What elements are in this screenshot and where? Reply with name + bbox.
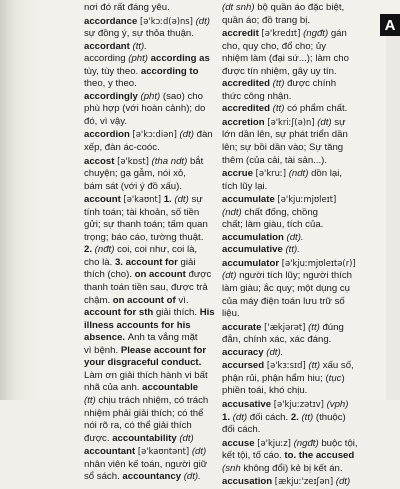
part-of-speech: (dt) (179, 129, 197, 141)
entry-line (84, 207, 215, 220)
definition-text: tùy, tùy theo. (84, 65, 141, 77)
entry-line (84, 142, 215, 155)
definition-text: xấu số, (322, 360, 354, 372)
definition-text: vì. (178, 294, 189, 306)
definition-text: phiền toái, khó chịu. (222, 385, 308, 397)
definition-text: được. (84, 432, 113, 444)
entry-line (222, 296, 370, 309)
definition-text: Làm ơn giải thích hành vi bất (84, 369, 208, 381)
entry-line (84, 408, 215, 421)
headword: accredit (222, 28, 262, 40)
entry-line (222, 283, 370, 296)
entry-line (84, 66, 215, 79)
headword: accredited (222, 103, 273, 115)
definition-text: đàn (196, 129, 213, 141)
entry-line (222, 66, 370, 79)
part-of-speech: (nđt) (94, 244, 118, 256)
headword: 1. (222, 411, 233, 423)
definition-text: nói rõ ra, có thể giải thích (84, 420, 192, 432)
headword: according as (150, 53, 210, 65)
entry-line (222, 193, 370, 207)
definition-text: nhã của anh. (84, 382, 143, 394)
headword: His (199, 307, 215, 319)
entry-line (222, 463, 370, 476)
pronunciation: [ə'kriːʃ(ə)n] (267, 116, 318, 127)
entry-line (222, 181, 370, 194)
headword: absence. (84, 332, 128, 344)
definition-text: (sao) cho (162, 90, 203, 102)
definition-text: xếp, đàn ác-coóc. (84, 142, 160, 154)
definition-text: đắn, chính xác, xác đáng. (222, 334, 332, 346)
entry-line (84, 433, 215, 446)
definition-text: liệu. (222, 308, 240, 320)
headword: accretion (222, 116, 268, 128)
pronunciation: [ə'kjuːmjʊleɪt] (277, 194, 337, 205)
headword: accusation (222, 476, 275, 488)
definition-text: chất; làm giàu, tích của. (222, 219, 324, 231)
definition-text: vì bệnh. (84, 344, 121, 356)
definition-text: sự đồng ý, sự thỏa thuận. (84, 28, 194, 40)
entry-line (222, 385, 370, 398)
entry-line (84, 382, 215, 395)
definition-text: buộc tội, (321, 437, 358, 449)
definition-text: người tích lũy; người thích (239, 270, 352, 282)
definition-text: cho, quy cho, đổ cho; ủy (222, 40, 326, 52)
definition-text: nhân viên kế toán, người giữ (84, 458, 208, 470)
entry-line (222, 207, 370, 220)
part-of-speech: (dt) (222, 270, 240, 282)
entry-line (84, 459, 215, 472)
part-of-speech: (dt) (174, 194, 192, 206)
headword: 2. (290, 411, 302, 423)
entry-line (222, 450, 370, 463)
part-of-speech: (pht) (140, 90, 163, 102)
headword: accountancy (122, 471, 184, 483)
headword: accountability (112, 432, 180, 444)
part-of-speech: (tt) (272, 103, 288, 115)
pronunciation: [ə'kaʊnt] (123, 194, 164, 205)
headword: accumulation (222, 231, 287, 243)
part-of-speech: (dt) (335, 476, 351, 488)
definition-text: giải thích. (155, 307, 200, 319)
definition-text: đối cách. (222, 424, 261, 436)
definition-text: chất đống, chồng (244, 206, 319, 218)
part-of-speech: (dt) (317, 116, 335, 128)
entry-line (84, 103, 215, 116)
part-of-speech: (dt). (183, 471, 201, 483)
definition-text: đó, vì vậy. (84, 115, 128, 127)
headword: accuse (222, 437, 258, 449)
entry-line (84, 232, 215, 245)
entry-line (84, 295, 215, 308)
headword: illness accounts for his (84, 319, 191, 331)
entry-line (222, 270, 370, 283)
part-of-speech: (tt) (308, 321, 323, 333)
definition-text: chậm. (84, 294, 113, 306)
entry-line (84, 269, 215, 282)
part-of-speech: (tt) (301, 411, 316, 423)
entry-line (84, 193, 215, 207)
headword: accordant (84, 40, 133, 52)
right-column (222, 2, 370, 489)
part-of-speech: (tha ndt) (151, 155, 190, 167)
entry-line (84, 116, 215, 129)
definition-text: nhiệm làm (đại sứ...); làm cho (222, 53, 349, 65)
part-of-speech: (tt) (308, 360, 323, 372)
definition-text: gửi; sự thanh toán; tấm quan (84, 219, 208, 231)
entry-line (222, 53, 370, 66)
headword: accordance (84, 15, 140, 27)
definition-text: sự (334, 116, 346, 128)
part-of-speech: (snh (222, 462, 244, 474)
entry-line (222, 321, 370, 335)
entry-line (222, 142, 370, 155)
entry-line (84, 307, 215, 320)
entry-line (84, 168, 215, 181)
entry-line (84, 181, 215, 194)
definition-text: (thuộc) (315, 411, 346, 423)
definition-text: sổ sách. (84, 471, 123, 483)
entry-line (84, 244, 215, 257)
definition-text: thêm (của cải, tài sản...). (222, 154, 328, 166)
definition-text: của máy điện toán lưu trữ số (222, 295, 345, 307)
entry-line (84, 41, 215, 54)
entry-line (84, 445, 215, 459)
entry-line (222, 244, 370, 257)
pronunciation: [ə'kɔːd(ə)ns] (140, 15, 196, 26)
entry-line (222, 129, 370, 142)
definition-text: coi, coi như, coi là, (117, 244, 198, 256)
definition-text: tích lũy lại. (222, 180, 268, 192)
thumb-index-letter: A (380, 14, 400, 36)
left-column (84, 2, 215, 484)
headword: 2. (84, 244, 95, 256)
headword: accordingly (84, 90, 141, 102)
definition-text: gán (330, 28, 347, 40)
headword: accrue (222, 168, 256, 180)
entry-line (84, 320, 215, 333)
entry-line (222, 475, 370, 489)
headword: accountant (84, 446, 138, 458)
thumb-index-strip (386, 36, 400, 400)
definition-text: đúng (322, 321, 344, 333)
definition-text: giải (180, 256, 196, 268)
definition-text: thanh toán tiền sau, được trả (84, 282, 208, 294)
part-of-speech: (dt snh) (222, 2, 258, 13)
entry-line (222, 78, 370, 91)
definition-text: phận rủi, phận hẩm hiu; ( (222, 372, 329, 384)
definition-text: dồn lại, (311, 168, 343, 180)
definition-text: trọng; báo cáo, tường thuật. (84, 231, 204, 243)
definition-text: lớn dần lên, sự phát triển dần (222, 129, 348, 141)
entry-line (84, 15, 215, 29)
entry-line (84, 53, 215, 66)
entry-line (222, 437, 370, 451)
entry-line (222, 2, 370, 15)
entry-line (84, 395, 215, 408)
part-of-speech: (dt). (286, 231, 304, 243)
headword: 3. account for (114, 256, 181, 268)
definition-text: kết tội, tố cáo. (222, 450, 285, 462)
entry-line (222, 155, 370, 168)
pronunciation: [ækjuː'zeɪʃən] (274, 476, 336, 487)
part-of-speech: (dt) (195, 15, 210, 27)
entry-line (222, 424, 370, 437)
part-of-speech: (tt) (84, 394, 99, 406)
definition-text: đối cách. (249, 411, 291, 423)
entry-line (84, 332, 215, 345)
headword: accurate (222, 321, 265, 333)
part-of-speech: (ngđt) (293, 437, 322, 449)
entry-line (84, 128, 215, 142)
part-of-speech: (dt) (179, 432, 194, 444)
definition-text: lên; sự bồi dần vào; Sự tăng (222, 142, 344, 154)
pronunciation: [ə'kaʊntənt] (137, 446, 192, 457)
entry-line (222, 359, 370, 373)
pronunciation: [ə'kjuːzətɪv] (273, 398, 327, 409)
part-of-speech: (pht) (128, 53, 151, 65)
definition-text: bộ quần áo đặc biệt, (257, 2, 345, 13)
pronunciation: [ə'kɜːsɪd] (266, 360, 309, 371)
headword: accuracy (222, 346, 267, 358)
headword: account for sth (84, 307, 156, 319)
definition-text: được tín nhiệm, gây uy tín. (222, 65, 337, 77)
definition-text: bám sát (với ý đồ xấu). (84, 180, 182, 192)
definition-text: nhiệm phải giải thích; có thể (84, 407, 204, 419)
entry-line (84, 28, 215, 41)
part-of-speech: (ndt) (222, 206, 245, 218)
definition-text: nơi đó rất đáng yêu. (84, 2, 170, 13)
entry-line (84, 2, 215, 15)
headword: accursed (222, 360, 267, 372)
entry-line (222, 308, 370, 321)
entry-line (84, 91, 215, 104)
part-of-speech: tục (328, 372, 342, 384)
entry-line (222, 116, 370, 130)
headword: 1. (163, 194, 175, 206)
definition-text: bắt (189, 155, 204, 167)
entry-line (222, 257, 370, 271)
definition-text: quần áo; đồ trang bị. (222, 14, 311, 26)
pronunciation: [ə'kɒst] (117, 155, 152, 166)
pronunciation: [ə'kjuːmjʊleɪtə(r)] (281, 257, 356, 268)
pronunciation: [ə'kruː] (255, 168, 289, 179)
definition-text: ) (341, 372, 345, 384)
entry-line (222, 15, 370, 28)
definition-text: làm giàu; ắc quy; một dụng cụ (222, 283, 350, 295)
entry-line (222, 412, 370, 425)
entry-line (84, 219, 215, 232)
entry-line (222, 373, 370, 386)
part-of-speech: (vph) (326, 398, 349, 410)
pronunciation: [ə'kjuːz] (257, 437, 294, 448)
entry-line (84, 78, 215, 91)
part-of-speech: (ndt) (288, 168, 312, 180)
entry-line (84, 357, 215, 370)
headword: on account of (112, 294, 179, 306)
definition-text: according (84, 53, 129, 65)
headword: accredited (222, 78, 273, 90)
headword: on account (134, 269, 189, 281)
headword: accumulate (222, 194, 278, 206)
definition-text: cho là. (84, 256, 115, 268)
entry-line (222, 103, 370, 116)
entry-line (222, 219, 370, 232)
definition-text: không đổi) kẻ bị kết án. (243, 462, 343, 474)
definition-text: theo, y theo. (84, 78, 137, 90)
headword: accumulator (222, 257, 282, 269)
entry-line (84, 420, 215, 433)
entry-line (222, 347, 370, 360)
entry-line (84, 471, 215, 484)
definition-text: được chính (287, 78, 337, 90)
definition-text: chuyện; gạ gẫm, nói xỏ, (84, 168, 186, 180)
definition-text: tính toán; tài khoản, số tiền (84, 206, 200, 218)
part-of-speech: (tt) (272, 78, 288, 90)
part-of-speech: (dt). (266, 346, 284, 358)
entry-line (222, 27, 370, 41)
pronunciation: [ə'kɔːdiən] (132, 129, 180, 140)
pronunciation: [ə'kredɪt] (261, 28, 304, 39)
headword: your disgraceful conduct. (84, 357, 202, 369)
headword: accumulative (222, 244, 286, 256)
definition-text: sự (191, 194, 203, 206)
entry-line (222, 91, 370, 104)
part-of-speech: (ngđt) (303, 28, 331, 40)
part-of-speech: (tt). (285, 244, 300, 256)
definition-text: Anh ta vắng mặt (127, 332, 198, 344)
entry-line (84, 257, 215, 270)
entry-line (84, 155, 215, 169)
headword: according to (140, 65, 199, 77)
definition-text: thích (cho). (84, 269, 135, 281)
headword: accost (84, 155, 118, 167)
entry-line (222, 334, 370, 347)
entry-line (222, 41, 370, 54)
pronunciation: ['ækjərət] (264, 321, 309, 332)
headword: accountable (142, 382, 199, 394)
headword: to. the accused (284, 450, 355, 462)
part-of-speech: (dt) (232, 411, 250, 423)
entry-line (222, 232, 370, 245)
definition-text: được (188, 269, 212, 281)
part-of-speech: (tt). (132, 40, 147, 52)
definition-text: thức công nhận. (222, 90, 292, 102)
headword: account (84, 194, 124, 206)
entry-line (84, 345, 215, 358)
headword: accordion (84, 129, 133, 141)
definition-text: có phẩm chất. (287, 103, 348, 115)
definition-text: chịu trách nhiệm, có trách (98, 394, 209, 406)
part-of-speech: (dt) (191, 446, 207, 458)
entry-line (222, 167, 370, 181)
entry-line (84, 282, 215, 295)
entry-line (84, 370, 215, 383)
headword: accusative (222, 398, 274, 410)
headword: Please account for (120, 344, 207, 356)
definition-text: phù hợp (với hoàn cảnh); do (84, 103, 206, 115)
